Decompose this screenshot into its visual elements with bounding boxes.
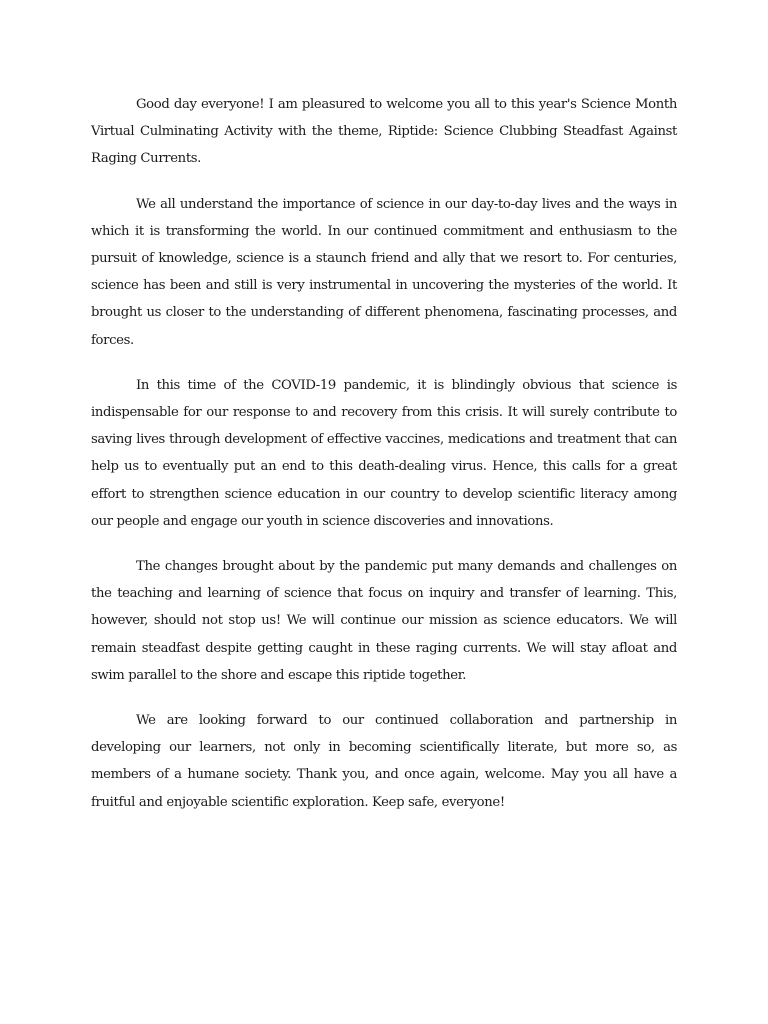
paragraph-closing: We are looking forward to our continued collaboration and partnership in developing our learners, not only in becoming scientifically literate, but more so, as members of a humane society. Thank you, and once again, welcome. May you all have a fruitful and enjoyable scientific exploration. Keep safe, everyone! [91, 713, 677, 810]
paragraph-pandemic-challenges: The changes brought about by the pandemic put many demands and challenges on the teaching and learning of science that focus on inquiry and transfer of learning. This, however, should not stop us! We will continue our mission as science educators. We will remain steadfast despite getting caught in these raging currents. We will stay afloat and swim parallel to the shore and escape this riptide together. [91, 559, 677, 683]
paragraph-welcome: Good day everyone! I am pleasured to welcome you all to this year's Science Month Virtual Culminating Activity with the theme, Riptide: Science Clubbing Steadfast Against Raging Currents. [91, 97, 677, 167]
paragraph-covid-19-pandemic: In this time of the COVID-19 pandemic, it is blindingly obvious that science is indispensable for our response to and recovery from this crisis. It will surely contribute to saving lives through development of effective vaccines, medications and treatment that can help us to eventually put an end to this death-dealing virus. Hence, this calls for a great effort to strengthen science education in our country to develop scientific literacy among our people and engage our youth in science discoveries and innovations. [91, 377, 677, 529]
paragraph-importance-of-science: We all understand the importance of science in our day-to-day lives and the ways in which it is transforming the world. In our continued commitment and enthusiasm to the pursuit of knowledge, science is a staunch friend and ally that we resort to. For centuries, science has been and still is very instrumental in uncovering the mysteries of the world. It brought us closer to the understanding of different phenomena, fascinating processes, and forces. [91, 196, 677, 348]
